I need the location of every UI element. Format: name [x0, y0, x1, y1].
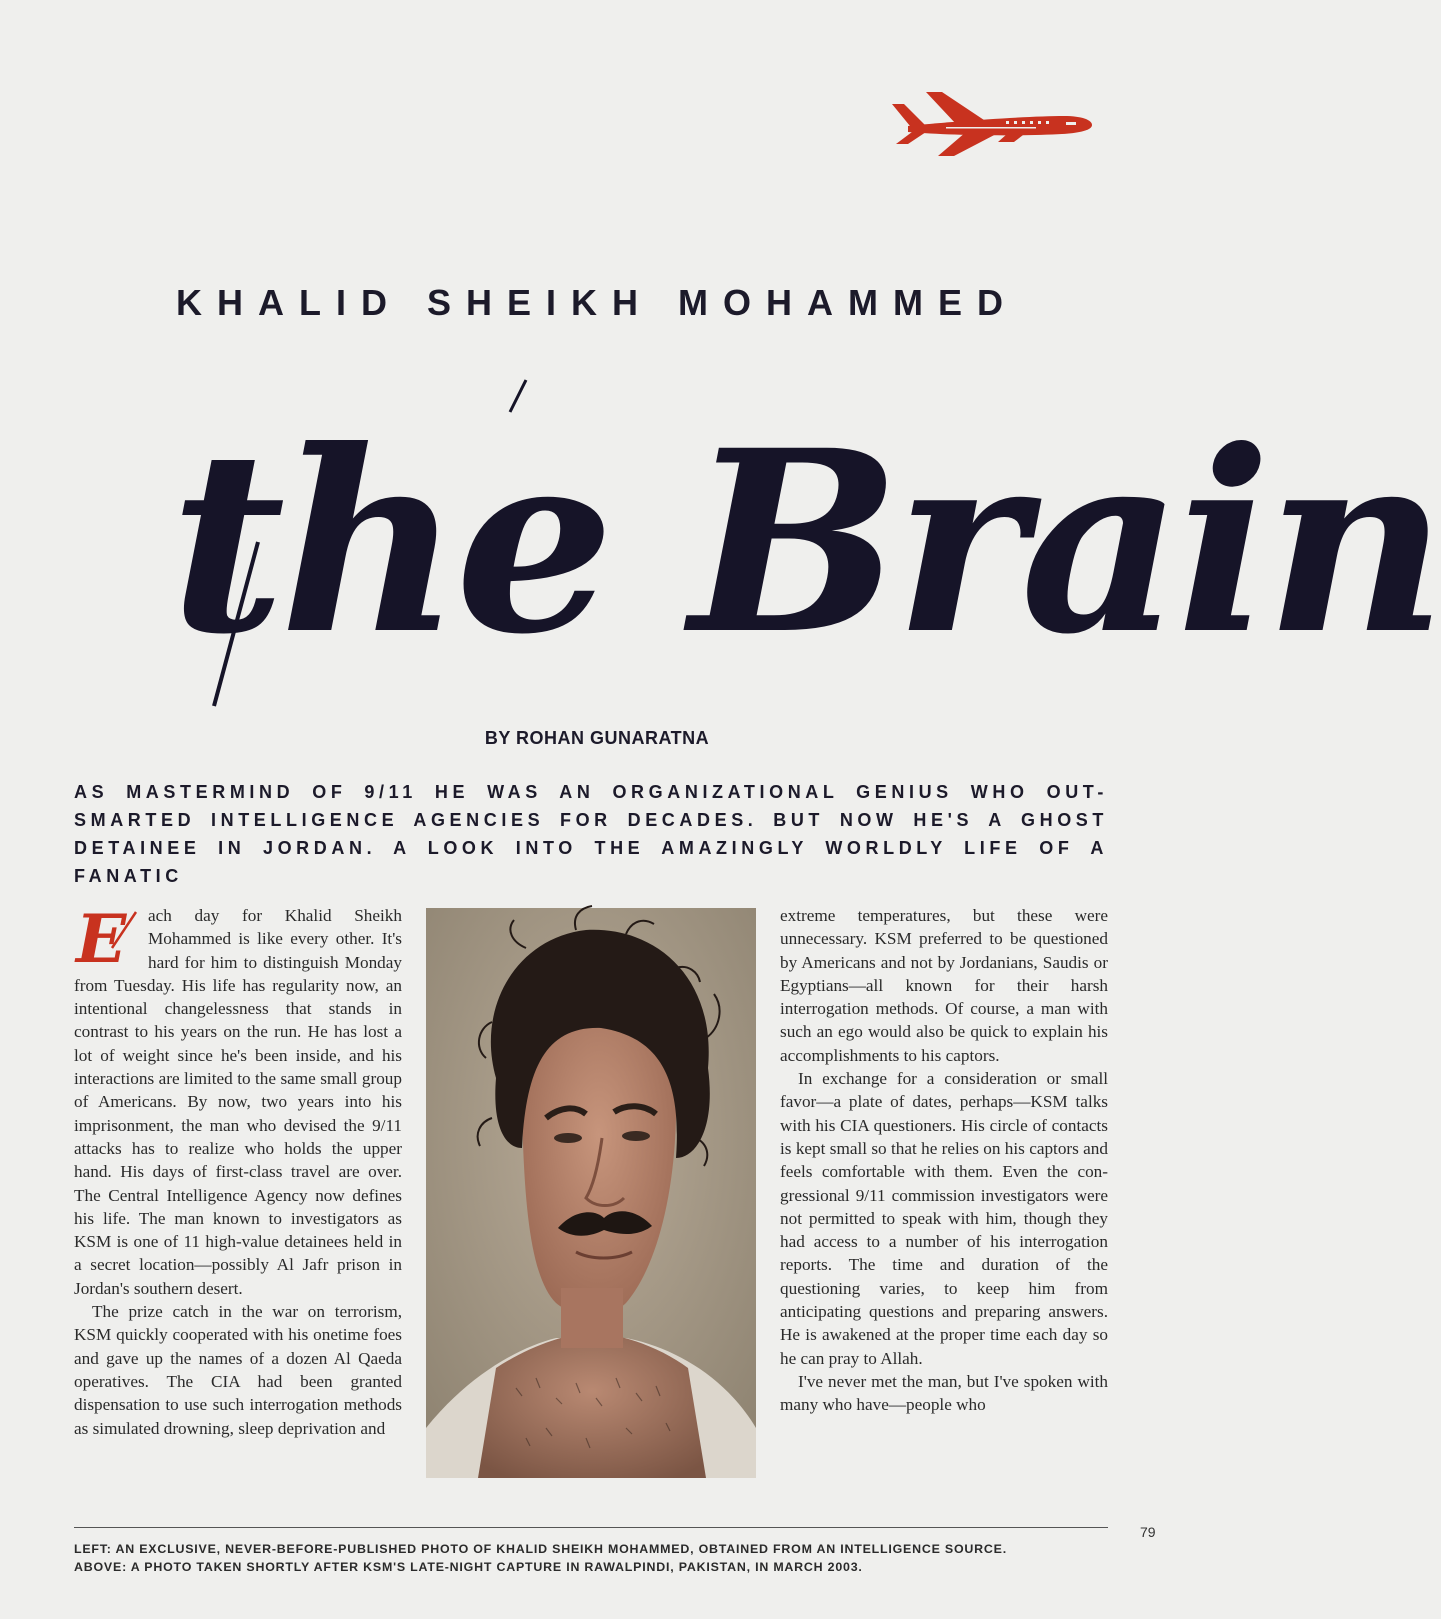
- svg-text:E: E: [76, 900, 127, 978]
- paragraph: In exchange for a consideration or small favor—a plate of dates, perhaps—KSM talks with his CIA questioners. His circle of contacts is kept small so that he relies on his captors and feels comfortable with them. Even the congressional 9/11 commission investigators were not permitted to speak with him, though they had access to a number of his interrogation reports. The time and duration of the questioning varies, to keep him from anticipating questions and preparing answers. He is awakened at the proper time each day so he can pray to Allah.: [780, 1069, 1108, 1368]
- page-number: 79: [1140, 1524, 1156, 1540]
- caption-line-above: ABOVE: A PHOTO TAKEN SHORTLY AFTER KSM'S LATE-NIGHT CAPTURE IN RAWALPINDI, PAKISTAN, IN MARCH 2003.: [74, 1560, 863, 1574]
- title-text: the Brain: [170, 395, 1441, 689]
- article-title: [170, 372, 1441, 732]
- article-kicker: KHALID SHEIKH MOHAMMED: [176, 282, 1018, 323]
- paragraph: [74, 900, 402, 1300]
- caption-divider: [74, 1527, 1108, 1528]
- paragraph-text: ach day for Khalid Sheikh Mohammed is like every other. It's hard for him to distinguish Monday from Tuesday. His life has regularity now, an intentional changelessness that stands in contrast to his years on the run. He has lost a lot of weight since he's been inside, and his interactions are limited to the same small group of Americans. By now, two years into his imprisonment, the man who devised the 9/11 attacks has to realize who holds the upper hand. His days of first-class travel are over. The Central Intelligence Agency now defines his life. The man known to investigators as KSM is one of 11 high-value detainees held in a secret location—possibly Al Jafr prison in Jordan's southern desert.: [74, 906, 402, 1298]
- article-column-2: [780, 904, 1108, 1417]
- portrait-photo: [426, 908, 756, 1478]
- airplane-icon: [886, 86, 1096, 158]
- byline: BY ROHAN GUNARATNA: [484, 728, 710, 748]
- paragraph: I've never met the man, but I've spoken with many who have—people who: [780, 1371, 1108, 1415]
- article-deck: AS MASTERMIND OF 9/11 HE WAS AN ORGANIZATIONAL GENIUS WHO OUT-SMARTED INTELLIGENCE AGENCIES FOR DECADES. BUT NOW HE'S A GHOST DETAINEE IN JORDAN. A LOOK INTO THE AMAZINGLY WORLDLY LIFE OF A FANATIC: [74, 782, 1108, 886]
- photo-caption: [74, 1540, 1114, 1576]
- paragraph: extreme temperatures, but these were unnecessary. KSM preferred to be questioned by Americans and not by Jordanians, Saudis or Egyptians—all known for their harsh interrogation methods. Of course, a man with such an ego would also be quick to explain his accomplishments to his captors.: [780, 906, 1108, 1065]
- drop-cap: [72, 900, 142, 978]
- article-column-1: [74, 900, 402, 1440]
- caption-line-left: LEFT: AN EXCLUSIVE, NEVER-BEFORE-PUBLISHED PHOTO OF KHALID SHEIKH MOHAMMED, OBTAINED FROM AN INTELLIGENCE SOURCE.: [74, 1542, 1007, 1556]
- paragraph: The prize catch in the war on terrorism, KSM quickly cooperated with his onetime foes and gave up the names of a dozen Al Qaeda operatives. The CIA had been granted dispensation to use such interrogation methods as simulated drowning, sleep deprivation and: [74, 1302, 402, 1438]
